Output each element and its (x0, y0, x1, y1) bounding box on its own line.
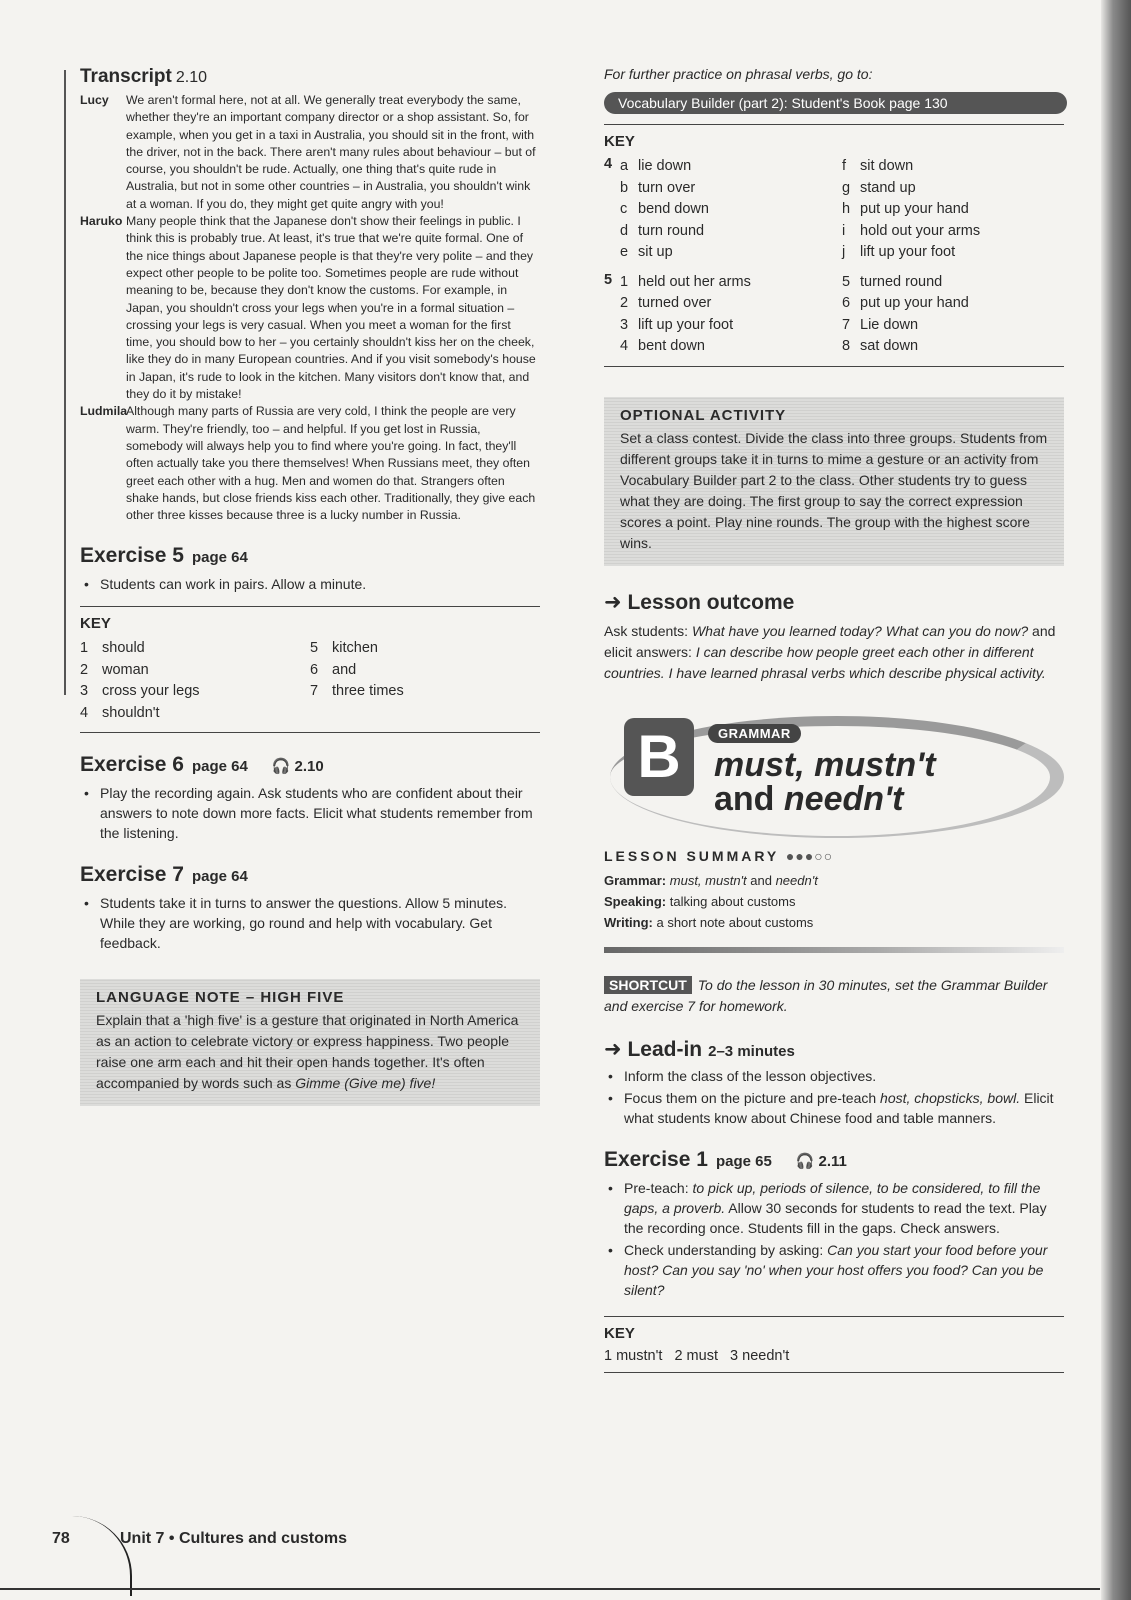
left-column (80, 60, 540, 1106)
exercise-5-key: KEY 1 should 2 woman 3 cross your legs 4 shouldn't 5 kitchen 6 and 7 three times (80, 606, 540, 733)
footer-arc (30, 1516, 132, 1596)
lead-in-bullet-2: • Focus them on the picture and pre-teach host, chopsticks, bowl. Elicit what students know about Chinese food and table manners. (604, 1088, 1064, 1128)
lesson-letter: B (624, 718, 694, 796)
arrow-right-icon: ➜ (604, 590, 622, 614)
exercise-1-title: Exercise 1 page 65 🎧 2.11 (604, 1147, 847, 1171)
lead-in-title: ➜ Lead-in 2–3 minutes (604, 1037, 795, 1061)
exercise-5-title: Exercise 5 page 64 (80, 544, 248, 568)
exercise-1-key: KEY 1 mustn't 2 must 3 needn't (604, 1316, 1064, 1373)
summary-speaking: Speaking: talking about customs (604, 893, 796, 909)
exercise-7-title: Exercise 7 page 64 (80, 863, 248, 887)
exercise-7-bullet: • Students take it in turns to answer the questions. Allow 5 minutes. While they are working, go round and help with vocabulary. Get feedback. (80, 893, 540, 953)
unit-label: Unit 7 • Cultures and customs (120, 1530, 347, 1547)
exercise-1-bullet-1: • Pre-teach: to pick up, periods of silence, to be considered, to fill the gaps, a proverb. Allow 30 seconds for students to read the text. Play the recording once. Students fill in the gaps. Check answers. (604, 1178, 1064, 1238)
page-footer (30, 1516, 430, 1576)
exercise-6-title: Exercise 6 page 64 🎧 2.10 (80, 753, 324, 777)
headphones-icon: 🎧 (795, 1152, 815, 1170)
lead-in-bullet-1: • Inform the class of the lesson objectives. (604, 1066, 1064, 1086)
phrasal-verbs-key: KEY 4 a lie down b turn over c bend down d turn round e sit up f sit down g stand up h put up your hand i hold out your arms j lift up your foot 5 1 held out her arms 2 turned over 3 lift up your foot 4 bent down 5 turned round 6 put up your hand 7 Lie down 8 sat down (604, 124, 1064, 367)
grammar-banner (604, 710, 1064, 828)
lesson-outcome-text: Ask students: What have you learned today? What can you do now? and elicit answers: I can describe how people greet each other in different countries. I have learned phrasal verbs which describe physical activity. (604, 622, 1056, 681)
difficulty-dots-icon: ●●●○○ (785, 847, 834, 864)
exercise-1-bullet-2: • Check understanding by asking: Can you start your food before your host? Can you say 'no' when your host offers you food? Can you be silent? (604, 1240, 1064, 1300)
summary-grammar: Grammar: must, mustn't and needn't (604, 872, 818, 888)
headphones-icon: 🎧 (271, 758, 291, 776)
transcript-title: Transcript 2.10 (80, 66, 208, 87)
shortcut-note: SHORTCUT To do the lesson in 30 minutes, set the Grammar Builder and exercise 7 for homework. (604, 976, 1048, 1014)
language-note-box: LANGUAGE NOTE – HIGH FIVE Explain that a 'high five' is a gesture that originated in North America as an action to celebrate victory or express happiness. Two people raise one arm each and hit their open hands together. It's often accompanied by words such as Gimme (Give me) five! (80, 979, 540, 1106)
optional-activity-box: OPTIONAL ACTIVITY Set a class contest. Divide the class into three groups. Students from different groups take it in turns to mime a gesture or an activity from Vocabulary Builder part 2 to the class. Other students try to guess what they are doing. The first group to say the correct expression scores a point. Play nine rounds. The group with the highest score wins. (604, 397, 1064, 566)
speaker-haruko: Haruko Many people think that the Japanese don't show their feelings in public. I think this is probably true. At least, it's true that we're quite formal. One of the nice things about Japanese people is that they're very polite – and they expect other people to be polite too. Sometimes people are rude without meaning to be, because they don't know the customs. For example, in Japan, you shouldn't cross your legs when you're in a formal situation – crossing your legs is very casual. When you meet a woman for the first time, you should bow to her – you certainly shouldn't kiss her on the cheek, like they do in many European countries. And if you visit somebody's house in Japan, it's rude to look in the kitchen. Many visitors don't know that, and they do it by mistake! (80, 214, 536, 402)
right-column (604, 60, 1064, 1373)
summary-divider (604, 947, 1064, 953)
summary-writing: Writing: a short note about customs (604, 914, 814, 930)
grammar-tag: GRAMMAR (708, 724, 801, 743)
speaker-lucy: Lucy We aren't formal here, not at all. We generally treat everybody the same, whether they're an important company director or a shop assistant. So, for example, when you get in a taxi in Australia, you should sit in the front, with the driver, not in the back. There aren't many rules about behaviour – but of course, you shouldn't be rude. Actually, one thing that's quite rude in Australia, but not in some other countries – in Australia, you shouldn't wink at a woman. If you do, they might get quite angry with you! (80, 93, 536, 211)
page-number: 78 (52, 1530, 70, 1547)
further-practice-text: For further practice on phrasal verbs, go to: (604, 66, 873, 82)
margin-rule (64, 70, 66, 695)
lesson-summary-heading: LESSON SUMMARY ●●●○○ (604, 847, 834, 864)
exercise-5-bullet: • Students can work in pairs. Allow a minute. (80, 574, 540, 594)
bottom-rule (0, 1588, 1100, 1590)
speaker-ludmila: Ludmila Although many parts of Russia are very cold, I think the people are very warm. They're friendly, too – and helpful. If you get lost in Russia, somebody will always help you to find where you're going. In fact, they'll often actually take you there themselves! When Russians meet, they often greet each other with a hug. Men and women do that. Strangers often shake hands, but close friends kiss each other. Traditionally, they give each other three kisses because three is a lucky number in Russia. (80, 404, 536, 523)
lesson-outcome-title: ➜ Lesson outcome (604, 590, 795, 614)
lesson-title: must, mustn't and needn't (714, 745, 936, 818)
exercise-6-bullet: • Play the recording again. Ask students who are confident about their answers to note down more facts. Elicit what students remember from the listening. (80, 783, 540, 843)
arrow-right-icon: ➜ (604, 1037, 622, 1061)
vocabulary-builder-pill: Vocabulary Builder (part 2): Student's Book page 130 (604, 92, 1067, 114)
page-gutter-shadow (1101, 0, 1131, 1600)
